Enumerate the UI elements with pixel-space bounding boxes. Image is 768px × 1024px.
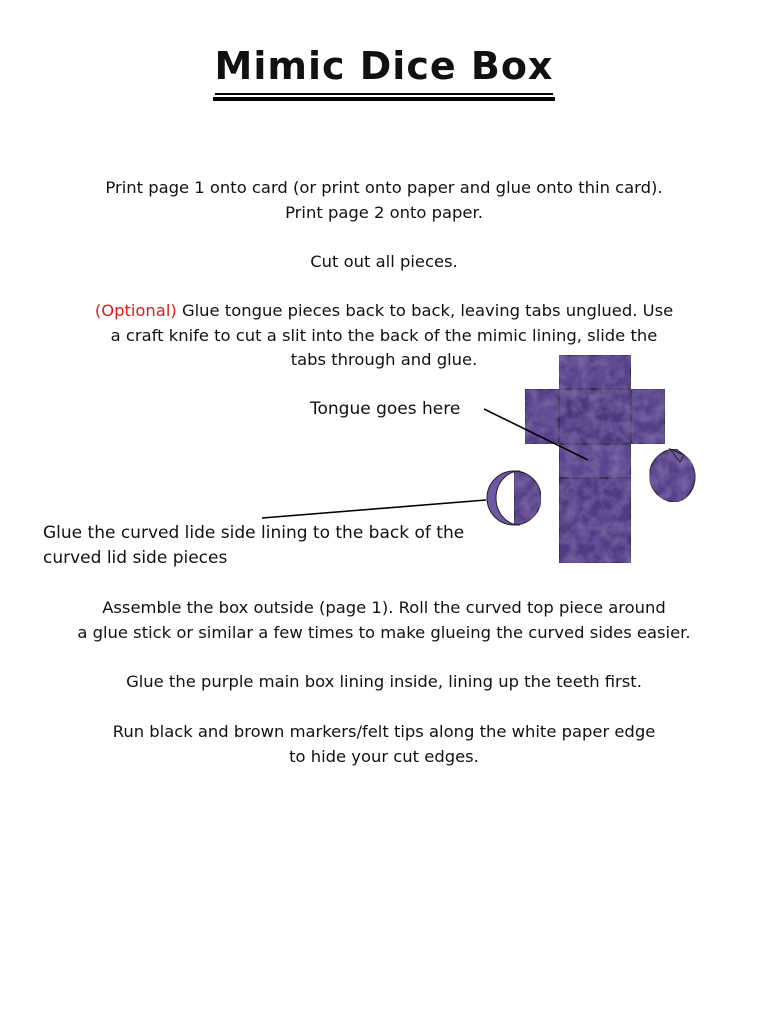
lining-left-flap [525, 389, 559, 444]
assemble-line-2: a glue stick or similar a few times to make glueing the curved sides easier. [77, 622, 691, 642]
right-curved-lining [650, 449, 696, 502]
marker-instructions [0, 720, 768, 769]
tongue-label: Tongue goes here [310, 399, 461, 419]
lining-line-1: Glue the curved lide side lining to the back of the [43, 523, 465, 543]
lining-line-2: curved lid side pieces [43, 548, 228, 568]
lining-base-panel [559, 444, 631, 478]
optional-tag: (Optional) [94, 301, 177, 320]
lining-front-panel [559, 478, 631, 563]
lining-back-panel [559, 389, 631, 444]
lining-pointer-line [262, 500, 486, 518]
cut-line: Cut out all pieces. [310, 252, 458, 271]
glue-lining-line: Glue the purple main box lining inside, lining up the teeth first. [126, 672, 642, 691]
print-line-2: Print page 2 onto paper. [285, 202, 483, 222]
marker-line-2: to hide your cut edges. [289, 746, 479, 766]
lining-right-flap [631, 389, 665, 444]
optional-line-2: a craft knife to cut a slit into the back of the mimic lining, slide the [110, 325, 658, 345]
marker-line-1: Run black and brown markers/felt tips along the white paper edge [112, 722, 656, 741]
assemble-line-1: Assemble the box outside (page 1). Roll the curved top piece around [102, 598, 666, 617]
optional-line-3: tabs through and glue. [290, 350, 478, 369]
glue-lining-instruction [0, 670, 768, 695]
assemble-instructions [0, 596, 768, 645]
right-half-disc [650, 449, 696, 502]
title-text: Mimic Dice Box [213, 42, 556, 101]
box-lining-net [525, 355, 665, 563]
left-curved-lining [487, 471, 541, 525]
lining-top-flap [559, 355, 631, 389]
left-half-disc [514, 471, 541, 525]
print-line-1: Print page 1 onto card (or print onto paper and glue onto thin card). [105, 178, 663, 197]
optional-line-1-text: Glue tongue pieces back to back, leaving tabs unglued. Use [176, 301, 674, 320]
